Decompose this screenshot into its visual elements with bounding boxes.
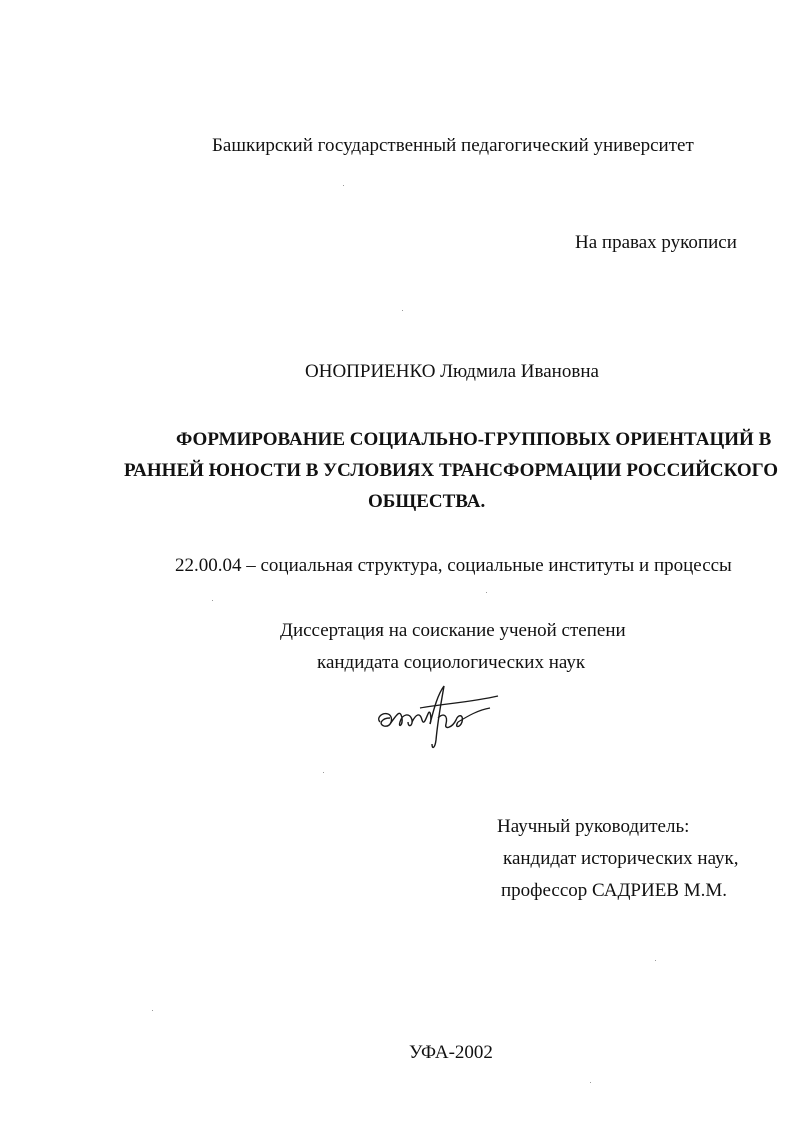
title-line-2: РАННЕЙ ЮНОСТИ В УСЛОВИЯХ ТРАНСФОРМАЦИИ РОССИЙСКОГО <box>124 460 779 481</box>
city-year: УФА-2002 <box>409 1042 493 1063</box>
scan-speck <box>402 310 403 311</box>
supervisor-label: Научный руководитель: <box>497 816 690 837</box>
scan-speck <box>343 185 344 186</box>
author-name: ОНОПРИЕНКО Людмила Ивановна <box>305 361 599 382</box>
title-line-3: ОБЩЕСТВА. <box>368 491 486 512</box>
degree-line-2: кандидата социологических наук <box>317 652 586 673</box>
supervisor-degree: кандидат исторических наук, <box>503 848 739 869</box>
scan-speck <box>212 600 213 601</box>
scan-speck <box>486 592 487 593</box>
scan-speck <box>655 960 656 961</box>
scan-speck <box>152 1010 153 1011</box>
dissertation-title <box>100 424 779 517</box>
author-signature <box>372 678 502 758</box>
title-line-1: ФОРМИРОВАНИЕ СОЦИАЛЬНО-ГРУППОВЫХ ОРИЕНТАЦИЙ В <box>176 429 772 450</box>
degree-line-1: Диссертация на соискание ученой степени <box>280 620 626 641</box>
scan-speck <box>323 772 324 773</box>
specialty-code: 22.00.04 – социальная структура, социальные институты и процессы <box>175 555 732 576</box>
institution-name: Башкирский государственный педагогический университет <box>212 135 694 156</box>
scan-speck <box>590 1082 591 1083</box>
supervisor-name: профессор САДРИЕВ М.М. <box>501 880 728 901</box>
manuscript-rights-note: На правах рукописи <box>575 232 737 253</box>
